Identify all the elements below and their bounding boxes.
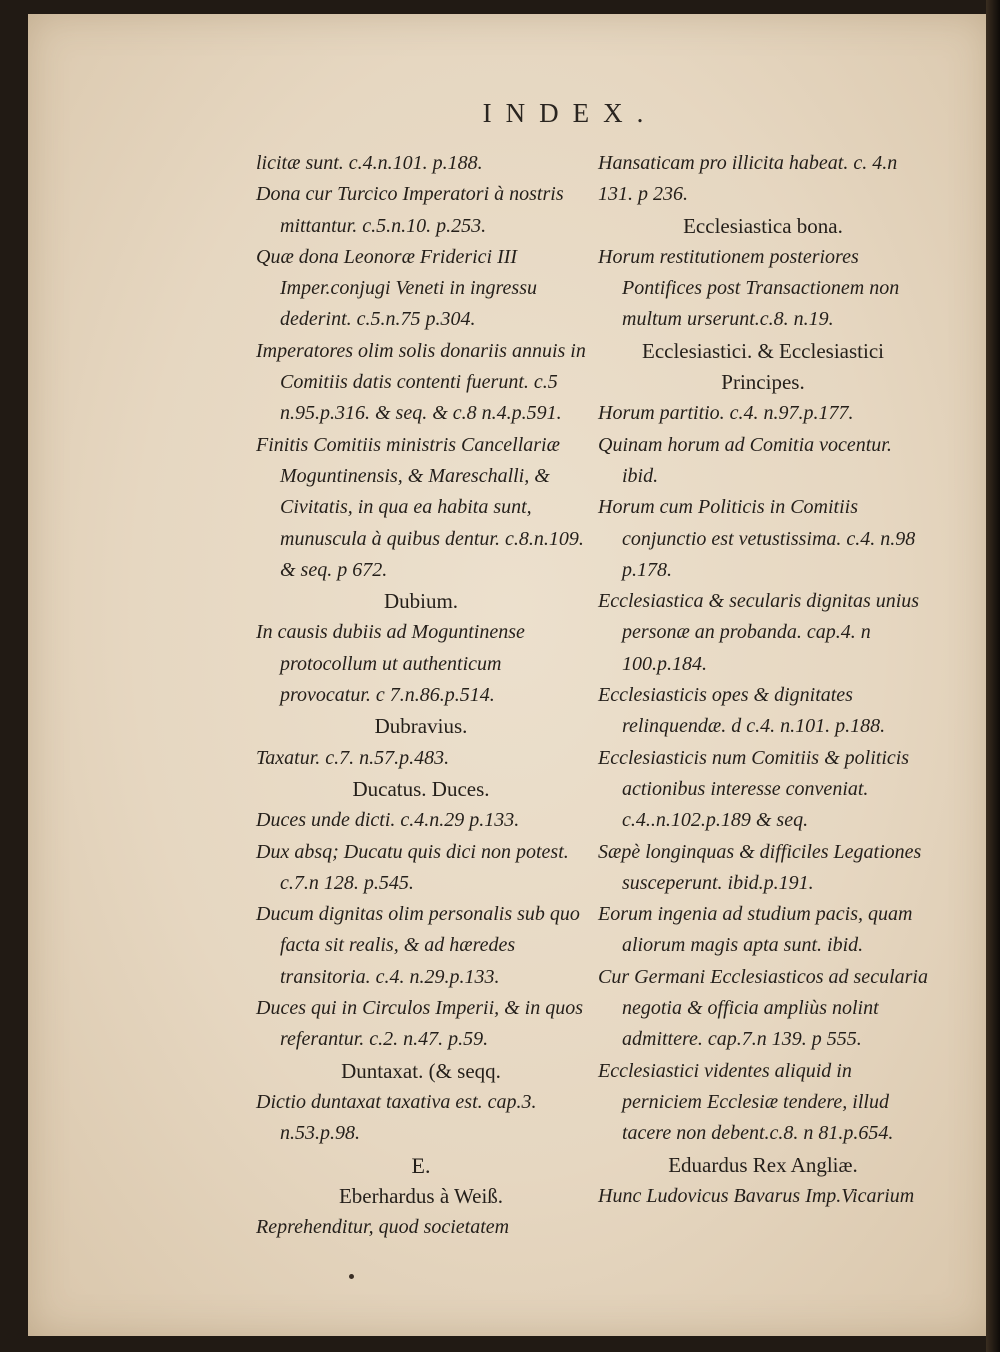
index-entry: Dona cur Turcico Imperatori à nostris mittantur. c.5.n.10. p.253. [256, 183, 564, 237]
index-heading-term: Duntaxat. (& seqq. [341, 1058, 501, 1083]
index-heading-term: Dubium. [383, 589, 459, 614]
index-entry: Hunc Ludovicus Bavarus Imp.Vicarium [598, 1184, 915, 1207]
index-heading-term: Dubravius. [374, 714, 468, 739]
index-heading-term: Eduardus Rex Angliæ. [668, 1152, 858, 1177]
index-entry: Ducum dignitas olim personalis sub quo facta sit realis, & ad hæredes transitoria. c.4. n.29.p.133. [256, 903, 580, 988]
right-index-column [598, 148, 928, 1212]
index-entry-continuation: Hansaticam pro illicita habeat. c. 4.n 131. p 236. [598, 152, 898, 206]
index-section-letter: E. [411, 1152, 431, 1178]
left-index-column [256, 148, 586, 1243]
index-entry: Finitis Comitiis ministris Cancellariæ Moguntinensis, & Mareschalli, & Civitatis, in qua ea habita sunt, munuscula à quibus dentur. c.8.n.109. & seq. p 672. [256, 433, 584, 581]
index-entry: Reprehenditur, quod societatem [256, 1216, 510, 1239]
index-entry: Ecclesiasticis opes & dignitates relinquendæ. d c.4. n.101. p.188. [598, 684, 886, 738]
index-entry: Duces unde dicti. c.4.n.29 p.133. [256, 809, 520, 832]
page-edge-shadow [986, 0, 1000, 1352]
index-entry: Sæpè longinquas & difficiles Legationes susceperunt. ibid.p.191. [598, 840, 922, 894]
index-entry: Ecclesiasticis num Comitiis & politicis actionibus interesse conveniat. c.4..n.102.p.189 & seq. [598, 746, 910, 832]
index-entry: Horum restitutionem posteriores Pontifices post Transactionem non multum urserunt.c.8. n.19. [598, 245, 900, 331]
index-entry: In causis dubiis ad Moguntinense protocollum ut authenticum provocatur. c 7.n.86.p.514. [256, 621, 525, 707]
index-entry: Ecclesiastici videntes aliquid in perniciem Ecclesiæ tendere, illud tacere non debent.c.8. n 81.p.654. [598, 1059, 894, 1145]
index-heading-term: Ecclesiastica bona. [683, 213, 843, 238]
index-entry-continuation: licitæ sunt. c.4.n.101. p.188. [256, 152, 483, 174]
index-heading-term: Ducatus. Duces. [352, 776, 490, 801]
index-entry: Eorum ingenia ad studium pacis, quam aliorum magis apta sunt. ibid. [598, 903, 913, 957]
index-entry: Ecclesiastica & secularis dignitas unius personæ an probanda. cap.4. n 100.p.184. [598, 590, 920, 675]
page-heading: INDEX. [482, 98, 658, 128]
index-entry: Imperatores olim solis donariis annuis in Comitiis datis contenti fuerunt. c.5 n.95.p.316. & seq. & c.8 n.4.p.591. [256, 339, 586, 425]
index-entry: Dux absq; Ducatu quis dici non potest. c.7.n 128. p.545. [256, 840, 569, 894]
index-entry: Taxatur. c.7. n.57.p.483. [256, 746, 450, 769]
index-entry: Quinam horum ad Comitia vocentur. ibid. [598, 433, 892, 487]
index-entry: Dictio duntaxat taxativa est. cap.3. n.53.p.98. [256, 1090, 537, 1145]
index-entry: Quæ dona Leonoræ Friderici III Imper.conjugi Veneti in ingressu dederint. c.5.n.75 p.304. [256, 245, 538, 331]
index-entry: Horum cum Politicis in Comitiis conjunctio est vetustissima. c.4. n.98 p.178. [598, 496, 916, 581]
index-heading-term: Eberhardus à Weiß. [338, 1183, 504, 1208]
ink-speck [349, 1274, 354, 1279]
index-entry: Horum partitio. c.4. n.97.p.177. [598, 402, 854, 425]
index-entry: Duces qui in Circulos Imperii, & in quos referantur. c.2. n.47. p.59. [256, 997, 584, 1051]
index-heading-term: Ecclesiastici. & Ecclesiastici Principes. [642, 338, 884, 395]
index-entry: Cur Germani Ecclesiasticos ad secularia negotia & officia ampliùs nolint admittere. cap.7.n 139. p 555. [598, 965, 928, 1051]
